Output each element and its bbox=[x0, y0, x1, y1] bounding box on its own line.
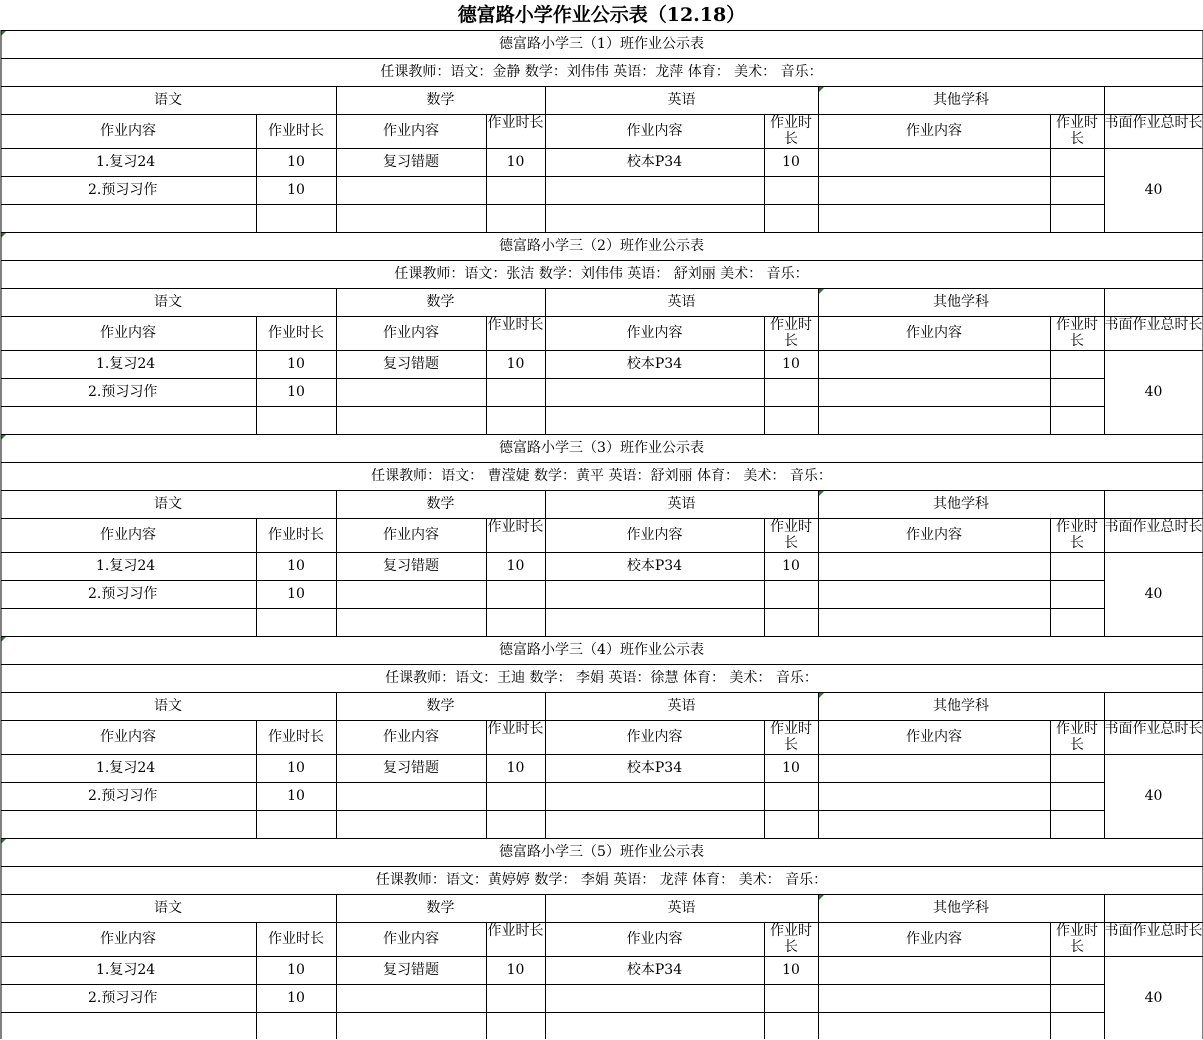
col-header-total-duration: 书面作业总时长 bbox=[1104, 317, 1203, 333]
cell-chinese-time: 10 bbox=[287, 383, 305, 400]
total-duration-value: 40 bbox=[1144, 585, 1163, 602]
col-header-math-duration: 作业时长 bbox=[487, 721, 544, 737]
cell-math: 复习错题 bbox=[383, 961, 439, 978]
total-duration-value: 40 bbox=[1144, 383, 1163, 400]
col-header-english-content: 作业内容 bbox=[626, 728, 683, 745]
cell-chinese: 1.复习24 bbox=[96, 153, 156, 170]
subject-header-other: 其他学科 bbox=[933, 899, 989, 916]
cell-math-time: 10 bbox=[506, 759, 525, 776]
cell-math-time: 10 bbox=[506, 153, 525, 170]
cell-english: 校本P34 bbox=[626, 759, 683, 776]
col-header-total-duration: 书面作业总时长 bbox=[1104, 721, 1203, 737]
col-header-english-content: 作业内容 bbox=[626, 930, 683, 947]
cell-chinese: 2.预习习作 bbox=[88, 787, 158, 804]
cell-chinese: 2.预习习作 bbox=[88, 585, 158, 602]
cell-math: 复习错题 bbox=[383, 759, 439, 776]
subject-header-math: 数学 bbox=[426, 293, 455, 310]
sheet-title: 德富路小学作业公示表（12.18） bbox=[457, 3, 746, 26]
col-header-math-duration: 作业时长 bbox=[487, 115, 544, 131]
col-header-english-duration: 作业时长 bbox=[770, 923, 812, 955]
cell-chinese-time: 10 bbox=[287, 557, 305, 574]
class-table-title: 德富路小学三（3）班作业公示表 bbox=[499, 439, 704, 456]
teacher-list: 任课教师：语文：王迪 数学： 李娟 英语：徐慧 体育： 美术： 音乐： bbox=[385, 669, 818, 686]
cell-english-time: 10 bbox=[782, 961, 800, 978]
col-header-chinese-duration: 作业时长 bbox=[268, 526, 324, 543]
col-header-other-content: 作业内容 bbox=[906, 324, 962, 341]
col-header-other-content: 作业内容 bbox=[906, 930, 962, 947]
subject-header-english: 英语 bbox=[667, 495, 696, 512]
col-header-english-duration: 作业时长 bbox=[770, 519, 812, 551]
total-duration-value: 40 bbox=[1144, 787, 1163, 804]
col-header-chinese-duration: 作业时长 bbox=[268, 728, 324, 745]
cell-math-time: 10 bbox=[506, 557, 525, 574]
col-header-other-content: 作业内容 bbox=[906, 122, 962, 139]
col-header-other-content: 作业内容 bbox=[906, 728, 962, 745]
cell-math: 复习错题 bbox=[383, 557, 439, 574]
col-header-math-content: 作业内容 bbox=[383, 122, 439, 139]
teacher-list: 任课教师：语文：黄婷婷 数学： 李娟 英语： 龙萍 体育： 美术： 音乐： bbox=[375, 871, 828, 888]
subject-header-chinese: 语文 bbox=[154, 899, 182, 916]
subject-header-english: 英语 bbox=[667, 899, 696, 916]
col-header-english-content: 作业内容 bbox=[626, 526, 683, 543]
col-header-math-content: 作业内容 bbox=[383, 526, 439, 543]
subject-header-other: 其他学科 bbox=[933, 697, 989, 714]
col-header-chinese-content: 作业内容 bbox=[100, 324, 156, 341]
total-duration-value: 40 bbox=[1144, 181, 1163, 198]
subject-header-math: 数学 bbox=[426, 697, 455, 714]
subject-header-chinese: 语文 bbox=[154, 697, 182, 714]
cell-math-time: 10 bbox=[506, 961, 525, 978]
col-header-other-duration: 作业时长 bbox=[1056, 721, 1098, 753]
total-duration-value: 40 bbox=[1144, 989, 1163, 1006]
teacher-list: 任课教师：语文： 曹滢婕 数学：黄平 英语：舒刘丽 体育： 美术： 音乐： bbox=[371, 467, 832, 484]
subject-header-math: 数学 bbox=[426, 91, 455, 108]
cell-english: 校本P34 bbox=[626, 961, 683, 978]
subject-header-math: 数学 bbox=[426, 899, 455, 916]
cell-chinese: 1.复习24 bbox=[96, 355, 156, 372]
cell-chinese: 2.预习习作 bbox=[88, 383, 158, 400]
col-header-chinese-content: 作业内容 bbox=[100, 526, 156, 543]
cell-chinese-time: 10 bbox=[287, 181, 305, 198]
col-header-chinese-duration: 作业时长 bbox=[268, 930, 324, 947]
subject-header-chinese: 语文 bbox=[154, 495, 182, 512]
subject-header-other: 其他学科 bbox=[933, 293, 989, 310]
col-header-math-content: 作业内容 bbox=[383, 728, 439, 745]
subject-header-chinese: 语文 bbox=[154, 293, 182, 310]
col-header-chinese-content: 作业内容 bbox=[100, 122, 156, 139]
col-header-math-content: 作业内容 bbox=[383, 930, 439, 947]
cell-english-time: 10 bbox=[782, 759, 800, 776]
col-header-math-content: 作业内容 bbox=[383, 324, 439, 341]
class-table-title: 德富路小学三（1）班作业公示表 bbox=[499, 35, 704, 52]
cell-chinese: 2.预习习作 bbox=[88, 181, 158, 198]
col-header-chinese-duration: 作业时长 bbox=[268, 122, 324, 139]
cell-english-time: 10 bbox=[782, 557, 800, 574]
subject-header-other: 其他学科 bbox=[933, 91, 989, 108]
col-header-total-duration: 书面作业总时长 bbox=[1104, 923, 1203, 939]
class-table-title: 德富路小学三（5）班作业公示表 bbox=[499, 843, 704, 860]
col-header-english-duration: 作业时长 bbox=[770, 115, 812, 147]
col-header-other-duration: 作业时长 bbox=[1056, 923, 1098, 955]
col-header-other-content: 作业内容 bbox=[906, 526, 962, 543]
teacher-list: 任课教师：语文：金静 数学：刘伟伟 英语：龙萍 体育： 美术： 音乐： bbox=[380, 63, 823, 80]
class-table-title: 德富路小学三（4）班作业公示表 bbox=[499, 641, 704, 658]
col-header-math-duration: 作业时长 bbox=[487, 923, 544, 939]
cell-chinese-time: 10 bbox=[287, 961, 305, 978]
cell-english-time: 10 bbox=[782, 153, 800, 170]
teacher-list: 任课教师：语文：张洁 数学：刘伟伟 英语： 舒刘丽 美术： 音乐： bbox=[394, 265, 809, 282]
subject-header-other: 其他学科 bbox=[933, 495, 989, 512]
cell-english: 校本P34 bbox=[626, 557, 683, 574]
cell-math: 复习错题 bbox=[383, 355, 439, 372]
col-header-other-duration: 作业时长 bbox=[1056, 317, 1098, 349]
col-header-math-duration: 作业时长 bbox=[487, 317, 544, 333]
cell-chinese: 1.复习24 bbox=[96, 759, 156, 776]
cell-math-time: 10 bbox=[506, 355, 525, 372]
cell-chinese-time: 10 bbox=[287, 759, 305, 776]
col-header-chinese-content: 作业内容 bbox=[100, 930, 156, 947]
col-header-total-duration: 书面作业总时长 bbox=[1104, 519, 1203, 535]
cell-english: 校本P34 bbox=[626, 355, 683, 372]
class-table-title: 德富路小学三（2）班作业公示表 bbox=[499, 237, 704, 254]
cell-english: 校本P34 bbox=[626, 153, 683, 170]
subject-header-chinese: 语文 bbox=[154, 91, 182, 108]
subject-header-math: 数学 bbox=[426, 495, 455, 512]
cell-chinese-time: 10 bbox=[287, 585, 305, 602]
cell-chinese-time: 10 bbox=[287, 355, 305, 372]
col-header-english-duration: 作业时长 bbox=[770, 721, 812, 753]
cell-chinese: 1.复习24 bbox=[96, 557, 156, 574]
col-header-chinese-duration: 作业时长 bbox=[268, 324, 324, 341]
col-header-total-duration: 书面作业总时长 bbox=[1104, 115, 1203, 131]
subject-header-english: 英语 bbox=[667, 293, 696, 310]
col-header-english-duration: 作业时长 bbox=[770, 317, 812, 349]
col-header-math-duration: 作业时长 bbox=[487, 519, 544, 535]
col-header-other-duration: 作业时长 bbox=[1056, 519, 1098, 551]
cell-chinese: 2.预习习作 bbox=[88, 989, 158, 1006]
col-header-english-content: 作业内容 bbox=[626, 122, 683, 139]
cell-chinese-time: 10 bbox=[287, 989, 305, 1006]
subject-header-english: 英语 bbox=[667, 697, 696, 714]
col-header-other-duration: 作业时长 bbox=[1056, 115, 1098, 147]
col-header-english-content: 作业内容 bbox=[626, 324, 683, 341]
cell-chinese-time: 10 bbox=[287, 153, 305, 170]
cell-english-time: 10 bbox=[782, 355, 800, 372]
cell-chinese: 1.复习24 bbox=[96, 961, 156, 978]
col-header-chinese-content: 作业内容 bbox=[100, 728, 156, 745]
cell-math: 复习错题 bbox=[383, 153, 439, 170]
cell-chinese-time: 10 bbox=[287, 787, 305, 804]
subject-header-english: 英语 bbox=[667, 91, 696, 108]
